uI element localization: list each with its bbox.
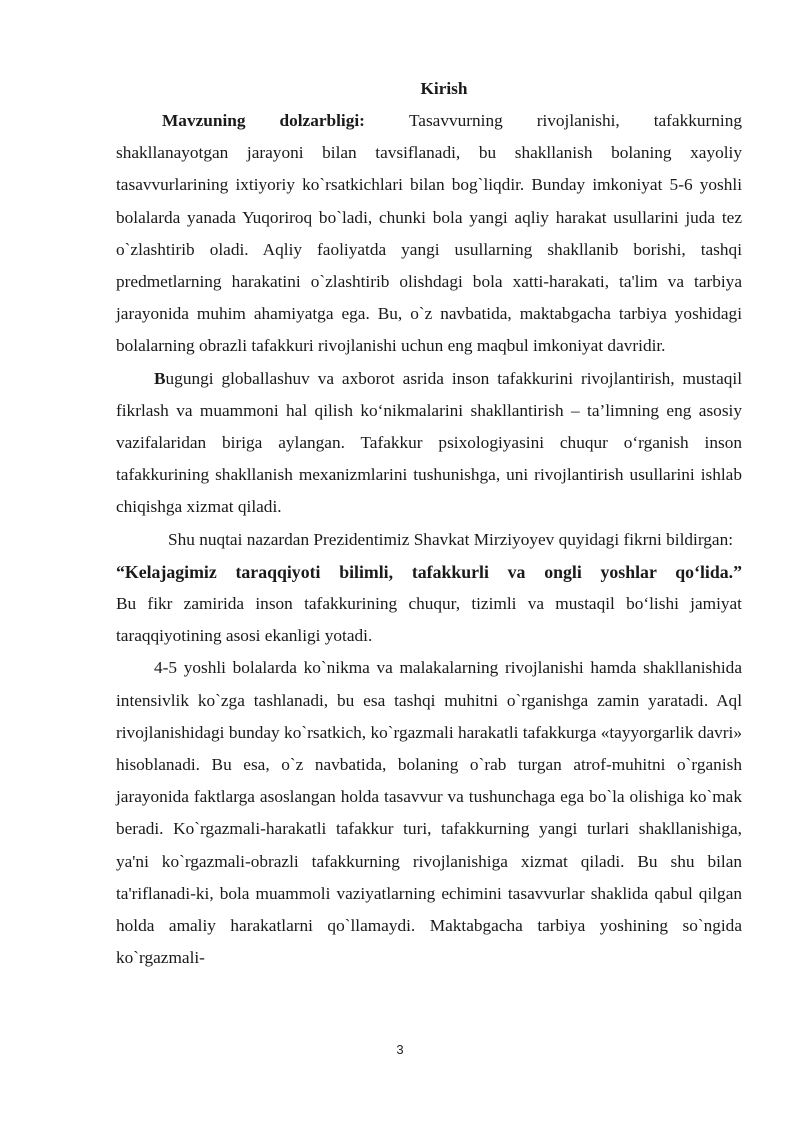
relevance-label: Mavzuning dolzarbligi: — [162, 111, 365, 130]
globalization-text: ugungi globallashuv va axborot asrida inson tafakkurini rivojlantirish, mustaqil fikrlash va muammoni hal qilish ko‘nikmalarini shakllantirish – ta’limning eng asosiy vazifalaridan biriga aylangan. Tafakkur psixologiyasini chuqur o‘rganish inson tafakkurining shakllanish mexanizmlarini tushunishga, uni rivojlantirish usullarini ishlab chiqishga xizmat qiladi. — [116, 368, 742, 517]
page-title: Kirish — [420, 79, 468, 98]
president-quote: “Kelajagimiz taraqqiyoti bilimli, tafakkurli va ongli yoshlar qo‘lida.” — [116, 561, 742, 582]
paragraph-president-intro: Shu nuqtai nazardan Prezidentimiz Shavkat Mirziyoyev quyidagi fikrni bildirgan: — [168, 529, 734, 549]
paragraph-relevance — [116, 105, 742, 363]
paragraph-globalization — [116, 363, 742, 524]
paragraph-quote-meaning: Bu fikr zamirida inson tafakkurining chuqur, tizimli va mustaqil bo‘lishi jamiyat taraqqiyotining asosi ekanligi yotadi. — [116, 594, 742, 646]
relevance-text: Tasavvurning rivojlanishi, tafakkurning shakllanayotgan jarayoni bilan tavsiflanadi, bu shakllanish bolaning xayoliy tasavvurlarining ixtiyoriy ko`rsatkichlari bilan bog`liqdir. Bunday imkoniyat 5-6 yoshli bolalarda yanada Yuqoriroq bo`ladi, chunki bola yangi aqliy harakat usullarini juda tez o`zlashtirib oladi. Aqliy faoliyatda yangi usullarning shakllanib borishi, tashqi predmetlarning harakatini o`zlashtirib olishdagi bola xatti-harakati, ta'lim va tarbiya jarayonida muhim ahamiyatga ega. Bu, o`z navbatida, maktabgacha tarbiya yoshidagi bolalarning obrazli tafakkuri rivojlanishi uchun eng maqbul imkoniyat davridir. — [116, 111, 742, 356]
paragraph-age-development: 4-5 yoshli bolalarda ko`nikma va malakalarning rivojlanishi hamda shakllanishida intensivlik ko`zga tashlanadi, bu esa tashqi muhitni o`rganishga zamin yaratadi. Aql rivojlanishidagi bunday ko`rsatkich, ko`rgazmali harakatli tafakkurga «tayyorgarlik davri» hisoblanadi. Bu esa, o`z navbatida, bolaning o`rab turgan atrof-muhitni o`rganish jarayonida faktlarga asoslangan holda tasavvur va tushunchaga ega bo`la olishiga ko`mak beradi. Ko`rgazmali-harakatli tafakkur turi, tafakkurning yangi turlari shakllanishiga, ya'ni ko`rgazmali-obrazli tafakkurning rivojlanishiga xizmat qiladi. Bu shu bilan ta'riflanadi-ki, bola muammoli vaziyatlarning echimini tasavvurlar shaklida qabul qilgan holda amaliy harakatlarni qo`llamaydi. Maktabgacha tarbiya yoshining so`ngida ko`rgazmali- — [116, 658, 742, 968]
page-number: 3 — [396, 1042, 404, 1057]
document-page — [116, 73, 742, 974]
paragraph-initial: B — [154, 368, 166, 388]
